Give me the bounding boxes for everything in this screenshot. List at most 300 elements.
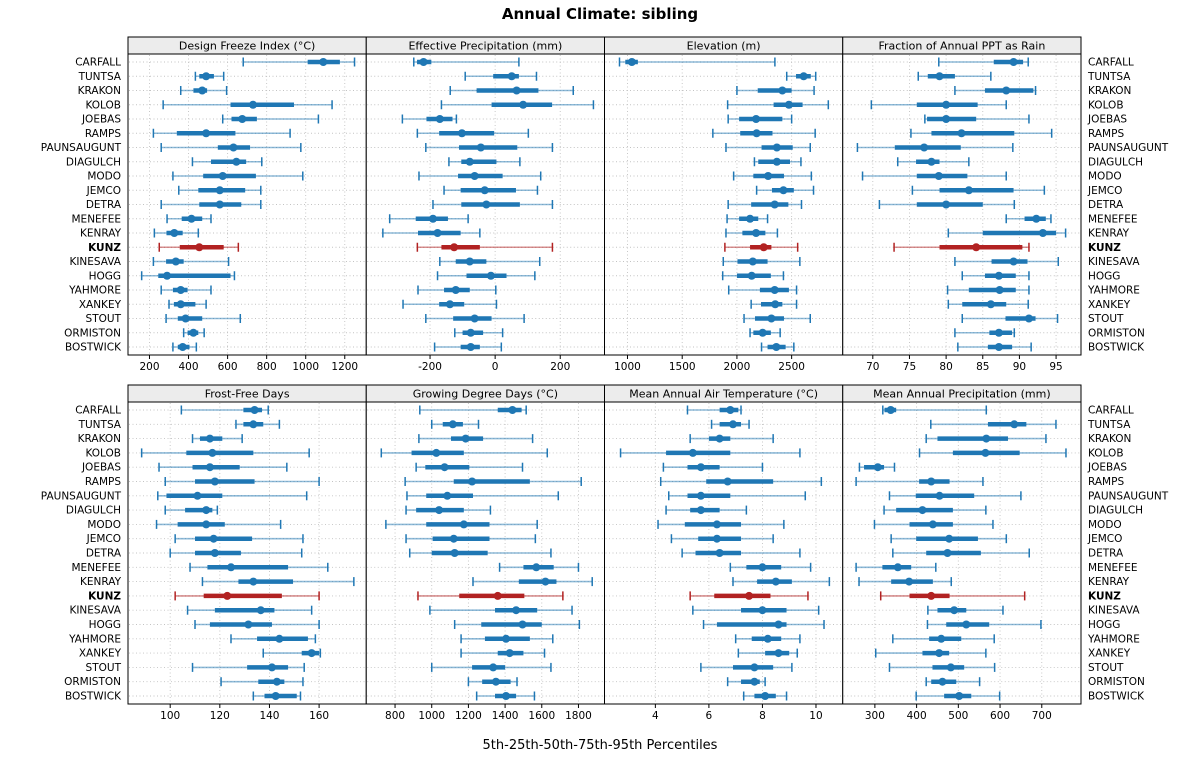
median-dot	[935, 172, 943, 180]
median-dot	[750, 678, 758, 686]
site-labels-right-row0	[1087, 57, 1169, 354]
median-dot	[238, 115, 246, 123]
median-dot	[467, 343, 475, 351]
x-tick-label: 400	[178, 361, 199, 373]
site-label-right: TUNTSA	[1088, 70, 1131, 83]
site-label-left: KOLOB	[85, 447, 121, 460]
median-dot	[435, 506, 443, 514]
median-dot	[443, 492, 451, 500]
median-dot	[748, 272, 756, 280]
x-tick-label: 800	[256, 361, 277, 373]
median-dot	[942, 101, 950, 109]
site-label-right: YAHMORE	[1088, 284, 1140, 297]
median-dot	[767, 315, 775, 323]
site-label-right: DIAGULCH	[1088, 156, 1144, 169]
median-dot	[1010, 258, 1018, 266]
median-dot	[785, 101, 793, 109]
site-label-left: KENRAY	[79, 576, 121, 589]
site-label-left: STOUT	[85, 661, 121, 674]
median-dot	[308, 649, 316, 657]
site-label-right: BOSTWICK	[1088, 341, 1145, 354]
site-label-left: ORMISTON	[64, 327, 121, 340]
panel-strip-label: Effective Precipitation (mm)	[408, 39, 563, 53]
site-label-left: KRAKON	[77, 85, 121, 97]
median-dot	[244, 621, 252, 629]
median-dot	[752, 115, 760, 123]
site-label-right: JEMCO	[1088, 184, 1123, 197]
panel-strip-label: Design Freeze Index (°C)	[178, 39, 316, 53]
median-dot	[947, 663, 955, 671]
median-dot	[492, 678, 500, 686]
median-dot	[211, 478, 219, 486]
median-dot	[1010, 420, 1018, 428]
median-dot	[995, 343, 1003, 351]
panel	[843, 385, 1081, 722]
median-dot	[420, 58, 428, 66]
median-dot	[193, 492, 201, 500]
site-label-left: HOGG	[88, 270, 121, 283]
site-label-left: KRAKON	[77, 433, 121, 446]
panel	[605, 385, 843, 722]
x-tick-label: 85	[976, 361, 990, 373]
median-dot	[1025, 315, 1033, 323]
site-label-left: MODO	[87, 170, 121, 183]
median-dot	[716, 549, 724, 557]
median-dot	[202, 129, 210, 137]
median-dot	[202, 520, 210, 528]
site-label-left: KUNZ	[88, 241, 121, 254]
median-dot	[466, 258, 474, 266]
median-dot	[268, 663, 276, 671]
site-label-right: DETRA	[1088, 199, 1124, 211]
site-label-right: PAUNSAUGUNT	[1088, 490, 1169, 503]
median-dot	[223, 592, 231, 600]
median-dot	[275, 635, 283, 643]
median-dot	[958, 129, 966, 137]
median-dot	[446, 300, 454, 308]
median-dot	[771, 201, 779, 209]
site-label-right: MENEFEE	[1088, 213, 1138, 226]
median-dot	[929, 520, 937, 528]
x-tick-label: 1000	[292, 361, 320, 373]
median-dot	[726, 406, 734, 414]
median-dot	[489, 663, 497, 671]
median-dot	[471, 315, 479, 323]
median-dot	[257, 606, 265, 614]
median-dot	[761, 692, 769, 700]
median-dot	[982, 435, 990, 443]
site-label-left: YAHMORE	[69, 633, 121, 646]
panel	[605, 37, 843, 373]
median-dot	[508, 406, 516, 414]
x-tick-label: 600	[217, 361, 238, 373]
x-tick-label: 1200	[455, 710, 482, 722]
median-dot	[519, 621, 527, 629]
median-dot	[434, 229, 442, 237]
panel	[128, 385, 366, 722]
site-label-right: KOLOB	[1088, 447, 1124, 460]
x-tick-label: 120	[209, 710, 230, 722]
median-dot	[981, 449, 989, 457]
median-dot	[938, 678, 946, 686]
panel-strip-label: Mean Annual Air Temperature (°C)	[629, 387, 818, 401]
median-dot	[773, 158, 781, 166]
site-labels-left-row0	[41, 57, 122, 354]
x-tick-label: 2500	[778, 361, 806, 373]
median-dot	[927, 478, 935, 486]
panel-strip-label: Growing Degree Days (°C)	[412, 387, 559, 401]
x-tick-label: 160	[309, 710, 330, 722]
x-tick-label: 1200	[331, 361, 359, 373]
median-dot	[249, 101, 257, 109]
median-dot	[202, 506, 210, 514]
median-dot	[441, 463, 449, 471]
x-tick-label: 95	[1049, 361, 1063, 373]
site-label-left: MENEFEE	[71, 213, 121, 226]
median-dot	[996, 286, 1004, 294]
median-dot	[249, 420, 257, 428]
median-dot	[713, 520, 721, 528]
median-dot	[1039, 229, 1047, 237]
panels-layer	[41, 37, 1169, 722]
median-dot	[942, 201, 950, 209]
site-label-left: JOEBAS	[81, 113, 121, 126]
site-label-left: HOGG	[88, 619, 121, 631]
median-dot	[936, 492, 944, 500]
median-dot	[752, 229, 760, 237]
median-dot	[471, 172, 479, 180]
median-dot	[745, 592, 753, 600]
median-dot	[894, 563, 902, 571]
panel-strip-label: Frost-Free Days	[204, 387, 290, 401]
site-label-left: DIAGULCH	[65, 156, 121, 169]
panel	[366, 37, 604, 373]
panel	[128, 37, 366, 373]
site-label-left: MENEFEE	[71, 561, 121, 574]
x-tick-label: 300	[864, 710, 885, 722]
median-dot	[182, 315, 190, 323]
median-dot	[232, 158, 240, 166]
x-tick-label: 70	[866, 361, 880, 373]
median-dot	[987, 300, 995, 308]
site-label-left: KINESAVA	[69, 604, 121, 617]
site-label-left: KOLOB	[85, 99, 121, 112]
x-tick-label: 0	[491, 361, 499, 373]
median-dot	[249, 578, 257, 586]
site-label-right: DIAGULCH	[1088, 504, 1144, 517]
median-dot	[319, 58, 327, 66]
median-dot	[519, 101, 527, 109]
site-label-right: HOGG	[1088, 619, 1121, 631]
x-tick-label: 8	[759, 710, 766, 722]
panel	[366, 385, 604, 722]
median-dot	[950, 606, 958, 614]
site-label-left: KENRAY	[79, 227, 121, 240]
median-dot	[689, 449, 697, 457]
site-label-right: MODO	[1088, 170, 1122, 183]
median-dot	[800, 72, 808, 80]
site-label-right: XANKEY	[1088, 647, 1131, 660]
site-label-left: JEMCO	[86, 533, 121, 546]
x-tick-label: 800	[385, 710, 406, 722]
median-dot	[452, 286, 460, 294]
median-dot	[1032, 215, 1040, 223]
median-dot	[962, 621, 970, 629]
median-dot	[965, 186, 973, 194]
median-dot	[502, 635, 510, 643]
median-dot	[466, 158, 474, 166]
median-dot	[1010, 58, 1018, 66]
median-dot	[759, 329, 767, 337]
median-dot	[450, 243, 458, 251]
median-dot	[918, 506, 926, 514]
site-label-right: KRAKON	[1088, 433, 1132, 446]
x-tick-label: 700	[1031, 710, 1052, 722]
median-dot	[513, 87, 521, 95]
median-dot	[758, 606, 766, 614]
site-label-right: KUNZ	[1088, 590, 1121, 603]
median-dot	[628, 58, 636, 66]
median-dot	[887, 406, 895, 414]
median-dot	[750, 663, 758, 671]
site-label-left: STOUT	[85, 313, 121, 325]
median-dot	[920, 144, 928, 152]
site-label-right: RAMPS	[1088, 127, 1125, 140]
site-label-left: CARFALL	[75, 56, 121, 69]
site-label-left: JEMCO	[86, 184, 121, 197]
site-label-left: KUNZ	[88, 590, 121, 603]
site-label-right: DETRA	[1088, 547, 1124, 560]
median-dot	[198, 87, 206, 95]
median-dot	[211, 549, 219, 557]
median-dot	[943, 549, 951, 557]
site-label-left: ORMISTON	[64, 676, 121, 689]
median-dot	[506, 649, 514, 657]
site-label-left: RAMPS	[84, 476, 121, 488]
median-dot	[481, 186, 489, 194]
median-dot	[187, 215, 195, 223]
median-dot	[450, 535, 458, 543]
median-dot	[502, 692, 510, 700]
site-label-right: JOEBAS	[1088, 113, 1128, 126]
x-tick-label: 100	[160, 710, 181, 722]
site-label-right: KINESAVA	[1088, 604, 1140, 617]
site-label-left: XANKEY	[78, 647, 121, 660]
median-dot	[494, 592, 502, 600]
median-dot	[697, 463, 705, 471]
figure-title: Annual Climate: sibling	[501, 5, 699, 23]
percentiles-caption: 5th-25th-50th-75th-95th Percentiles	[482, 738, 718, 753]
median-dot	[216, 186, 224, 194]
site-label-right: HOGG	[1088, 270, 1121, 283]
median-dot	[189, 329, 197, 337]
median-dot	[163, 272, 171, 280]
median-dot	[764, 172, 772, 180]
site-label-right: TUNTSA	[1088, 418, 1131, 431]
site-label-left: JOEBAS	[81, 461, 121, 474]
median-dot	[467, 329, 475, 337]
x-tick-label: 1800	[565, 710, 592, 722]
median-dot	[775, 621, 783, 629]
median-dot	[170, 229, 178, 237]
median-dot	[760, 243, 768, 251]
site-label-right: KINESAVA	[1088, 256, 1140, 268]
median-dot	[927, 592, 935, 600]
median-dot	[874, 463, 882, 471]
x-tick-label: 2000	[723, 361, 751, 373]
x-tick-label: 140	[259, 710, 280, 722]
site-label-left: KINESAVA	[69, 256, 121, 268]
median-dot	[460, 520, 468, 528]
median-dot	[206, 463, 214, 471]
median-dot	[272, 692, 280, 700]
panel-frame	[605, 54, 843, 355]
site-label-right: XANKEY	[1088, 298, 1131, 311]
median-dot	[905, 578, 913, 586]
median-dot	[541, 578, 549, 586]
median-dot	[772, 343, 780, 351]
panel-strip-label: Fraction of Annual PPT as Rain	[878, 39, 1046, 53]
site-label-right: CARFALL	[1088, 56, 1134, 69]
median-dot	[778, 87, 786, 95]
x-tick-label: 200	[139, 361, 160, 373]
site-label-left: PAUNSAUGUNT	[40, 490, 121, 503]
site-label-left: PAUNSAUGUNT	[40, 142, 121, 154]
median-dot	[251, 406, 259, 414]
median-dot	[195, 243, 203, 251]
median-dot	[451, 549, 459, 557]
site-label-left: MODO	[87, 518, 121, 531]
median-dot	[229, 144, 237, 152]
median-dot	[716, 435, 724, 443]
x-tick-label: 200	[550, 361, 571, 373]
site-label-right: STOUT	[1088, 661, 1124, 674]
median-dot	[219, 172, 227, 180]
median-dot	[477, 144, 485, 152]
median-dot	[771, 300, 779, 308]
median-dot	[487, 272, 495, 280]
median-dot	[724, 478, 732, 486]
site-label-left: CARFALL	[75, 404, 121, 417]
median-dot	[208, 449, 216, 457]
median-dot	[942, 115, 950, 123]
site-labels-left-row1	[41, 405, 122, 703]
x-tick-label: 1000	[418, 710, 446, 722]
x-tick-label: 4	[652, 710, 659, 722]
site-label-left: BOSTWICK	[64, 341, 121, 354]
median-dot	[508, 72, 516, 80]
median-dot	[772, 578, 780, 586]
panel-strip-label: Elevation (m)	[686, 39, 761, 53]
x-tick-label: 600	[990, 710, 1011, 722]
median-dot	[945, 535, 953, 543]
x-tick-label: -200	[418, 361, 442, 373]
site-label-left: TUNTSA	[78, 70, 121, 83]
median-dot	[532, 563, 540, 571]
median-dot	[729, 420, 737, 428]
site-label-right: KOLOB	[1088, 99, 1124, 112]
median-dot	[749, 258, 757, 266]
x-tick-label: 1600	[528, 710, 556, 722]
site-label-right: KENRAY	[1088, 576, 1130, 589]
site-label-right: STOUT	[1088, 313, 1124, 325]
site-label-right: JEMCO	[1088, 533, 1123, 546]
site-label-right: BOSTWICK	[1088, 690, 1145, 703]
median-dot	[468, 478, 476, 486]
median-dot	[927, 158, 935, 166]
median-dot	[449, 420, 457, 428]
x-tick-label: 6	[705, 710, 713, 722]
x-tick-label: 90	[1012, 361, 1027, 373]
median-dot	[771, 286, 779, 294]
median-dot	[202, 72, 210, 80]
median-dot	[458, 129, 466, 137]
site-label-left: DETRA	[85, 547, 121, 560]
median-dot	[995, 272, 1003, 280]
median-dot	[462, 435, 470, 443]
panel	[843, 37, 1081, 373]
site-label-right: ORMISTON	[1088, 676, 1145, 689]
median-dot	[697, 506, 705, 514]
x-tick-label: 500	[948, 710, 969, 722]
site-label-left: TUNTSA	[78, 418, 121, 431]
median-dot	[937, 635, 945, 643]
median-dot	[764, 635, 772, 643]
site-label-right: RAMPS	[1088, 476, 1125, 488]
median-dot	[429, 215, 437, 223]
median-dot	[177, 300, 185, 308]
median-dot	[172, 258, 180, 266]
site-label-right: JOEBAS	[1088, 461, 1128, 474]
site-label-left: YAHMORE	[69, 284, 121, 297]
median-dot	[995, 329, 1003, 337]
median-dot	[955, 692, 963, 700]
median-dot	[746, 215, 754, 223]
site-label-right: KENRAY	[1088, 227, 1130, 240]
median-dot	[436, 115, 444, 123]
site-label-right: PAUNSAUGUNT	[1088, 142, 1169, 154]
median-dot	[936, 72, 944, 80]
median-dot	[775, 649, 783, 657]
median-dot	[210, 535, 218, 543]
site-label-right: MODO	[1088, 518, 1122, 531]
median-dot	[1002, 87, 1010, 95]
median-dot	[935, 649, 943, 657]
site-label-right: CARFALL	[1088, 404, 1134, 417]
x-tick-label: 1000	[614, 361, 641, 373]
panel-strip-label: Mean Annual Precipitation (mm)	[873, 387, 1051, 401]
median-dot	[713, 535, 721, 543]
median-dot	[432, 449, 440, 457]
median-dot	[482, 201, 490, 209]
median-dot	[227, 563, 235, 571]
median-dot	[972, 243, 980, 251]
site-label-left: BOSTWICK	[64, 690, 121, 703]
site-label-left: XANKEY	[78, 298, 121, 311]
median-dot	[179, 343, 187, 351]
x-tick-label: 75	[902, 361, 917, 373]
site-label-left: DETRA	[85, 199, 121, 211]
median-dot	[758, 563, 766, 571]
median-dot	[773, 144, 781, 152]
site-label-right: YAHMORE	[1088, 633, 1140, 646]
median-dot	[512, 606, 520, 614]
x-tick-label: 10	[809, 710, 823, 722]
median-dot	[753, 129, 761, 137]
site-label-right: ORMISTON	[1088, 327, 1145, 340]
x-tick-label: 400	[906, 710, 927, 722]
median-dot	[779, 186, 787, 194]
